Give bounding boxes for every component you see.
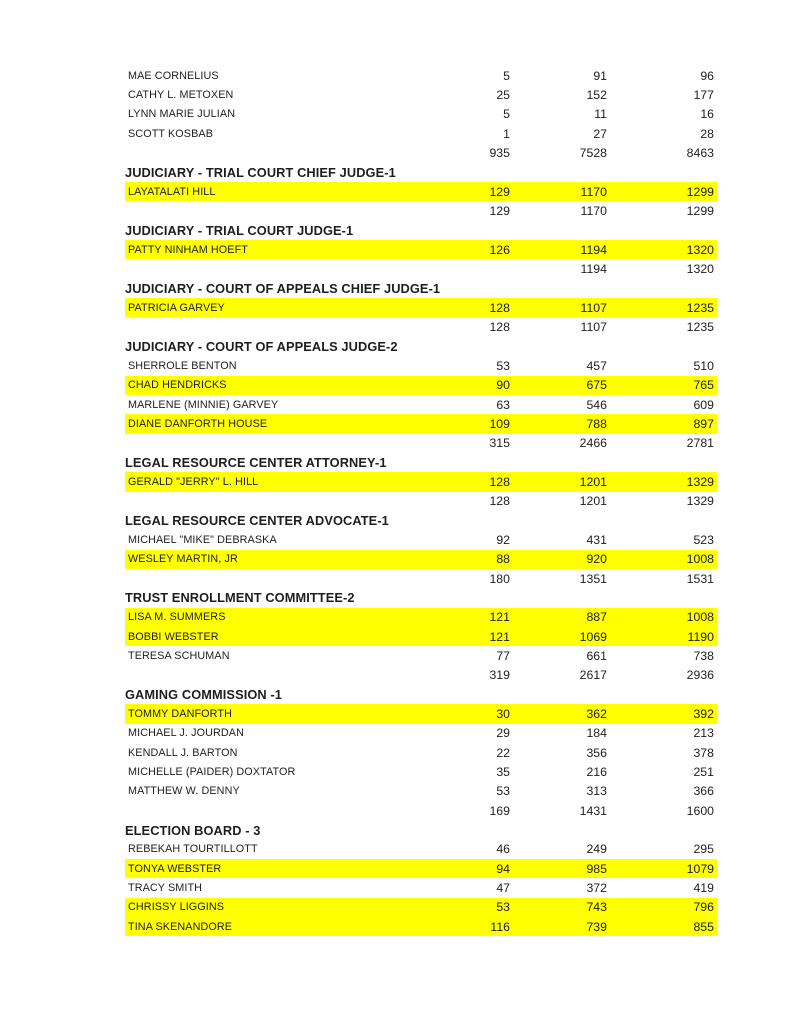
vote-count-col2: 675 (586, 378, 607, 393)
vote-count-col2: 216 (586, 765, 607, 780)
candidate-name: LAYATALATI HILL (128, 185, 216, 198)
section-header-row (125, 337, 717, 356)
section-header-row (125, 279, 717, 298)
vote-count-col1: 109 (489, 416, 510, 431)
candidate-row (125, 646, 717, 665)
total-count-col3: 2781 (686, 436, 714, 451)
vote-count-col2: 11 (594, 107, 607, 122)
total-count-col2: 1201 (579, 494, 607, 509)
vote-count-col3: 177 (693, 88, 714, 103)
vote-count-col2: 457 (586, 358, 607, 373)
candidate-name: SHERROLE BENTON (128, 359, 237, 372)
candidate-row-highlighted (125, 608, 717, 627)
vote-count-col1: 94 (496, 861, 510, 876)
vote-count-col1: 47 (496, 881, 510, 896)
candidate-name: CHAD HENDRICKS (128, 379, 227, 392)
candidate-row (125, 782, 717, 801)
vote-count-col3: 1235 (686, 300, 714, 315)
total-count-col2: 1107 (580, 320, 607, 335)
candidate-row (125, 840, 717, 859)
vote-count-col3: 1329 (686, 474, 714, 489)
vote-count-col3: 96 (700, 68, 714, 83)
vote-count-col1: 77 (496, 648, 510, 663)
vote-count-col2: 920 (586, 552, 607, 567)
vote-count-col1: 5 (503, 68, 510, 83)
vote-count-col1: 22 (496, 745, 510, 760)
total-count-col1: 129 (489, 204, 510, 219)
candidate-row-highlighted (125, 472, 717, 491)
vote-count-col3: 1079 (686, 861, 714, 876)
vote-count-col2: 356 (586, 745, 607, 760)
vote-count-col3: 523 (693, 532, 714, 547)
candidate-name: MICHELLE (PAIDER) DOXTATOR (128, 766, 296, 779)
vote-count-col2: 1201 (579, 474, 607, 489)
vote-count-col1: 30 (496, 707, 510, 722)
candidate-name: DIANE DANFORTH HOUSE (128, 417, 268, 430)
candidate-row-highlighted (125, 898, 717, 917)
vote-count-col1: 92 (496, 532, 510, 547)
candidate-row (125, 724, 717, 743)
total-count-col3: 8463 (686, 146, 714, 161)
total-row (125, 569, 717, 588)
vote-count-col2: 431 (586, 532, 607, 547)
total-count-col1: 180 (489, 571, 510, 586)
section-header: JUDICIARY - TRIAL COURT JUDGE-1 (125, 222, 354, 238)
total-count-col2: 1194 (580, 262, 607, 277)
total-count-col3: 1235 (686, 320, 714, 335)
results-table (125, 66, 717, 936)
candidate-row-highlighted (125, 240, 717, 259)
vote-count-col1: 53 (496, 358, 510, 373)
candidate-row-highlighted (125, 859, 717, 878)
vote-count-col3: 510 (693, 358, 714, 373)
candidate-name: MATTHEW W. DENNY (128, 785, 240, 798)
total-count-col2: 2617 (579, 668, 607, 683)
candidate-row (125, 878, 717, 897)
total-count-col1: 169 (489, 803, 510, 818)
vote-count-col3: 213 (693, 726, 714, 741)
candidate-name: LISA M. SUMMERS (128, 611, 226, 624)
vote-count-col2: 1107 (580, 300, 607, 315)
vote-count-col3: 796 (693, 900, 714, 915)
vote-count-col1: 63 (496, 397, 510, 412)
total-row (125, 801, 717, 820)
vote-count-col2: 985 (586, 861, 607, 876)
total-row (125, 434, 717, 453)
vote-count-col2: 743 (586, 900, 607, 915)
candidate-name: PATRICIA GARVEY (128, 301, 225, 314)
total-count-col3: 1329 (686, 494, 714, 509)
vote-count-col1: 53 (496, 900, 510, 915)
vote-count-col3: 855 (693, 919, 714, 934)
vote-count-col2: 249 (586, 842, 607, 857)
vote-count-col3: 419 (693, 881, 714, 896)
vote-count-col2: 372 (586, 881, 607, 896)
candidate-name: WESLEY MARTIN, JR (128, 553, 238, 566)
vote-count-col3: 1008 (686, 552, 714, 567)
candidate-row (125, 530, 717, 549)
total-count-col1: 935 (489, 146, 510, 161)
vote-count-col2: 91 (593, 68, 607, 83)
section-header: GAMING COMMISSION -1 (125, 687, 282, 703)
candidate-name: MARLENE (MINNIE) GARVEY (128, 398, 279, 411)
vote-count-col1: 90 (496, 378, 510, 393)
vote-count-col1: 116 (490, 919, 510, 934)
vote-count-col2: 1194 (580, 242, 607, 257)
section-header-row (125, 588, 717, 607)
candidate-name: REBEKAH TOURTILLOTT (128, 843, 258, 856)
candidate-row (125, 743, 717, 762)
total-count-col2: 1431 (579, 803, 607, 818)
total-count-col3: 1320 (686, 262, 714, 277)
vote-count-col2: 546 (586, 397, 607, 412)
section-header-row (125, 685, 717, 704)
vote-count-col1: 128 (489, 474, 510, 489)
candidate-name: KENDALL J. BARTON (128, 746, 238, 759)
candidate-row (125, 105, 717, 124)
vote-count-col1: 129 (489, 184, 510, 199)
vote-count-col2: 313 (586, 784, 607, 799)
vote-count-col1: 29 (496, 726, 510, 741)
vote-count-col3: 897 (693, 416, 714, 431)
vote-count-col3: 1008 (686, 610, 714, 625)
total-count-col2: 2466 (579, 436, 607, 451)
vote-count-col1: 121 (489, 629, 510, 644)
section-header-row (125, 163, 717, 182)
candidate-row-highlighted (125, 917, 717, 936)
vote-count-col3: 738 (693, 648, 714, 663)
section-header: ELECTION BOARD - 3 (125, 822, 261, 838)
total-count-col1: 319 (489, 668, 510, 683)
section-header: JUDICIARY - COURT OF APPEALS CHIEF JUDGE-1 (125, 280, 441, 296)
vote-count-col2: 887 (586, 610, 607, 625)
total-row (125, 201, 717, 220)
vote-count-col1: 1 (503, 126, 510, 141)
vote-count-col3: 16 (700, 107, 714, 122)
section-header: TRUST ENROLLMENT COMMITTEE-2 (125, 590, 355, 606)
section-header-row (125, 820, 717, 839)
vote-count-col2: 788 (586, 416, 607, 431)
vote-count-col3: 765 (693, 378, 714, 393)
vote-count-col1: 5 (503, 107, 510, 122)
candidate-row-highlighted (125, 298, 717, 317)
candidate-name: MICHAEL "MIKE" DEBRASKA (128, 533, 277, 546)
section-header: JUDICIARY - TRIAL COURT CHIEF JUDGE-1 (125, 164, 396, 180)
candidate-name: TERESA SCHUMAN (128, 649, 230, 662)
candidate-name: LYNN MARIE JULIAN (128, 108, 236, 121)
candidate-name: TOMMY DANFORTH (128, 708, 232, 721)
candidate-row-highlighted (125, 376, 717, 395)
candidate-row (125, 124, 717, 143)
candidate-name: TINA SKENANDORE (128, 920, 233, 933)
total-row (125, 666, 717, 685)
section-header-row (125, 221, 717, 240)
vote-count-col3: 609 (693, 397, 714, 412)
candidate-row-highlighted (125, 414, 717, 433)
candidate-name: BOBBI WEBSTER (128, 630, 219, 643)
candidate-row (125, 762, 717, 781)
candidate-row-highlighted (125, 182, 717, 201)
total-count-col3: 1299 (686, 204, 714, 219)
total-count-col3: 1531 (686, 571, 714, 586)
candidate-name: MAE CORNELIUS (128, 69, 219, 82)
vote-count-col3: 1190 (687, 629, 714, 644)
vote-count-col1: 126 (489, 242, 510, 257)
vote-count-col3: 378 (693, 745, 714, 760)
vote-count-col1: 128 (489, 300, 510, 315)
total-count-col2: 1351 (579, 571, 607, 586)
section-header: LEGAL RESOURCE CENTER ATTORNEY-1 (125, 455, 387, 471)
vote-count-col2: 184 (586, 726, 607, 741)
candidate-name: CHRISSY LIGGINS (128, 901, 225, 914)
section-header: LEGAL RESOURCE CENTER ADVOCATE-1 (125, 513, 389, 529)
vote-count-col2: 152 (586, 88, 607, 103)
total-row (125, 259, 717, 278)
vote-count-col1: 88 (496, 552, 510, 567)
total-count-col2: 7528 (579, 146, 607, 161)
candidate-row-highlighted (125, 627, 717, 646)
candidate-row-highlighted (125, 550, 717, 569)
candidate-name: MICHAEL J. JOURDAN (128, 727, 244, 740)
vote-count-col1: 46 (496, 842, 510, 857)
total-count-col1: 128 (489, 494, 510, 509)
total-count-col1: 315 (489, 436, 510, 451)
total-count-col1: 128 (489, 320, 510, 335)
candidate-row (125, 85, 717, 104)
total-count-col3: 1600 (686, 803, 714, 818)
vote-count-col1: 25 (496, 88, 510, 103)
candidate-row (125, 395, 717, 414)
total-row (125, 317, 717, 336)
vote-count-col3: 392 (693, 707, 714, 722)
vote-count-col3: 1320 (686, 242, 714, 257)
total-row (125, 143, 717, 162)
candidate-row-highlighted (125, 704, 717, 723)
total-count-col2: 1170 (580, 204, 607, 219)
vote-count-col2: 661 (586, 648, 607, 663)
vote-count-col2: 1170 (580, 184, 607, 199)
candidate-name: PATTY NINHAM HOEFT (128, 243, 248, 256)
section-header-row (125, 511, 717, 530)
vote-count-col3: 28 (700, 126, 714, 141)
candidate-row (125, 66, 717, 85)
candidate-name: CATHY L. METOXEN (128, 89, 234, 102)
vote-count-col1: 53 (496, 784, 510, 799)
section-header-row (125, 453, 717, 472)
section-header: JUDICIARY - COURT OF APPEALS JUDGE-2 (125, 338, 398, 354)
total-row (125, 492, 717, 511)
vote-count-col3: 366 (693, 784, 714, 799)
candidate-name: TONYA WEBSTER (128, 862, 222, 875)
vote-count-col3: 295 (693, 842, 714, 857)
candidate-name: TRACY SMITH (128, 882, 203, 895)
candidate-name: GERALD "JERRY" L. HILL (128, 475, 259, 488)
vote-count-col2: 362 (586, 707, 607, 722)
vote-count-col3: 1299 (686, 184, 714, 199)
vote-count-col1: 121 (489, 610, 510, 625)
total-count-col3: 2936 (686, 668, 714, 683)
vote-count-col2: 27 (593, 126, 607, 141)
vote-count-col2: 1069 (579, 629, 607, 644)
vote-count-col2: 739 (586, 919, 607, 934)
candidate-name: SCOTT KOSBAB (128, 127, 213, 140)
candidate-row (125, 356, 717, 375)
vote-count-col1: 35 (496, 765, 510, 780)
vote-count-col3: 251 (693, 765, 714, 780)
